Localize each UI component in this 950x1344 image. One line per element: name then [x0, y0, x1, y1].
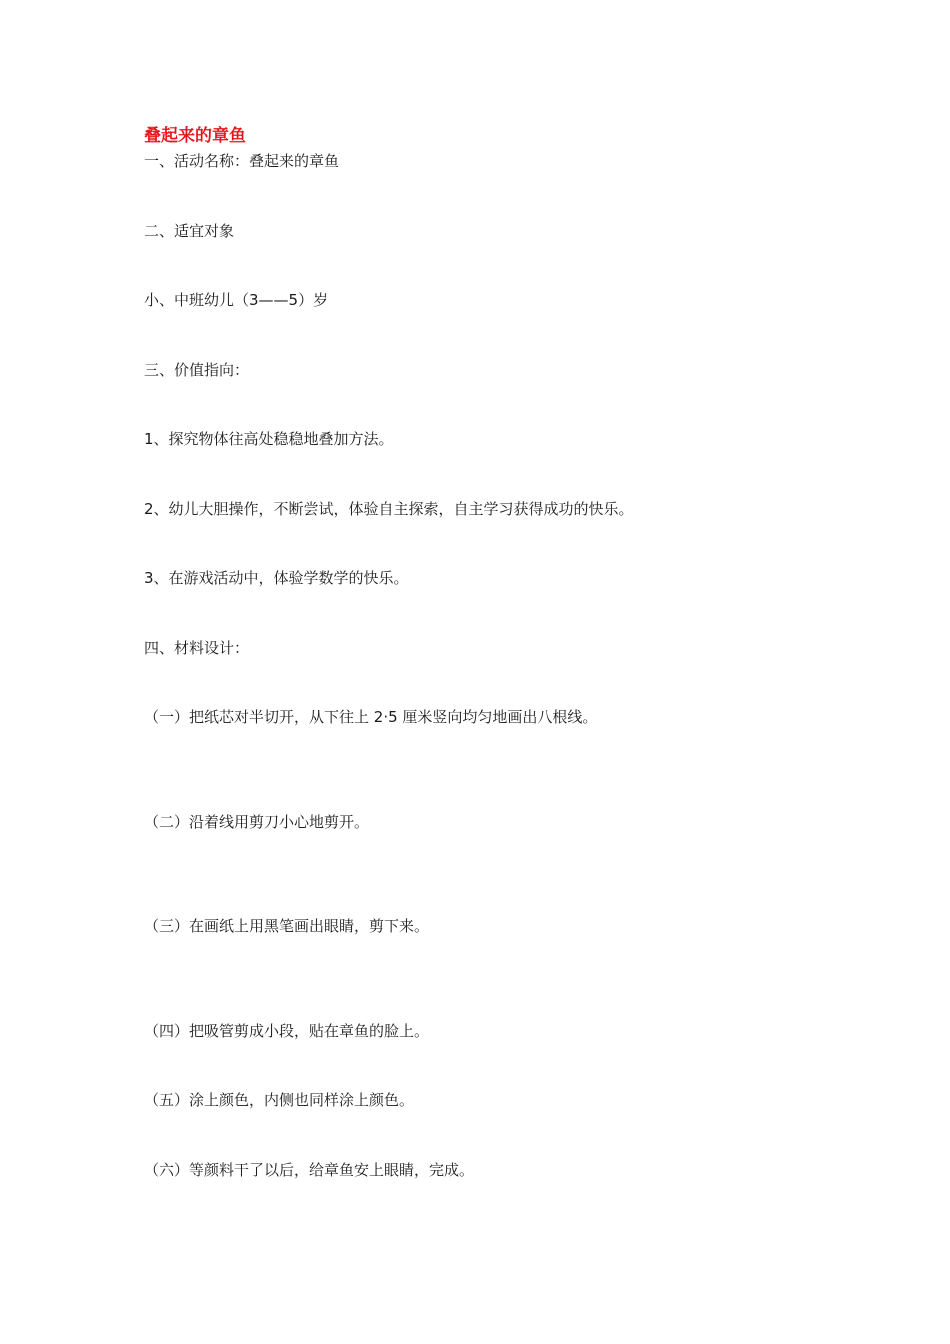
- section-heading-materials: 四、材料设计：: [144, 639, 250, 657]
- material-step-4: （四）把吸管剪成小段，贴在章鱼的脸上。: [144, 1022, 430, 1040]
- target-age-line: 小、中班幼儿（3——5）岁: [144, 291, 329, 309]
- activity-name-line: 一、活动名称：叠起来的章鱼: [144, 152, 340, 170]
- material-step-6: （六）等颜料干了以后，给章鱼安上眼睛，完成。: [144, 1161, 475, 1179]
- material-step-5: （五）涂上颜色，内侧也同样涂上颜色。: [144, 1091, 415, 1109]
- section-heading-value: 三、价值指向：: [144, 361, 250, 379]
- value-item-1: 1、探究物体往高处稳稳地叠加方法。: [144, 430, 394, 448]
- value-item-3: 3、在游戏活动中，体验学数学的快乐。: [144, 569, 409, 587]
- material-step-3: （三）在画纸上用黑笔画出眼睛，剪下来。: [144, 917, 430, 935]
- material-step-2: （二）沿着线用剪刀小心地剪开。: [144, 813, 370, 831]
- document-title: 叠起来的章鱼: [144, 126, 246, 146]
- value-item-2: 2、幼儿大胆操作，不断尝试，体验自主探索，自主学习获得成功的快乐。: [144, 500, 634, 518]
- material-step-1: （一）把纸芯对半切开，从下往上 2·5 厘米竖向均匀地画出八根线。: [144, 708, 598, 726]
- section-heading-target: 二、适宜对象: [144, 222, 235, 240]
